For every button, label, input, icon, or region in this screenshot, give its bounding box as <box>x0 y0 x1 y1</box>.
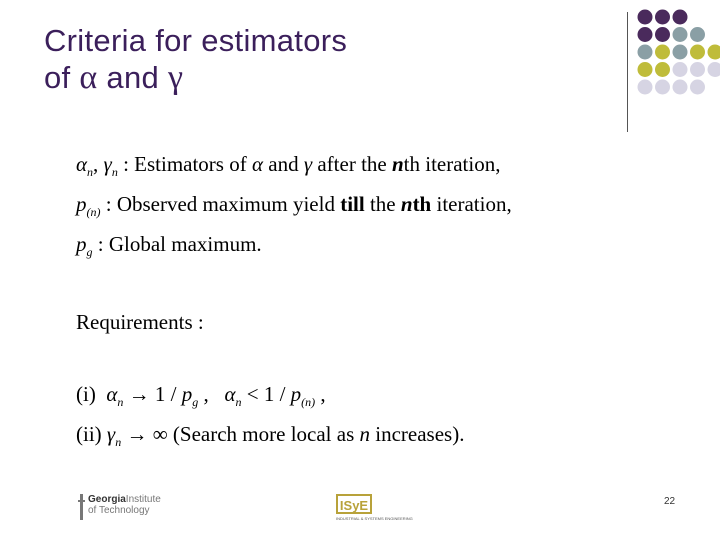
requirement-1 <box>76 382 326 414</box>
def-text-bold: th <box>412 192 432 216</box>
req-text: increases). <box>370 422 465 446</box>
decorative-dot <box>638 27 653 42</box>
decorative-dot <box>638 80 653 95</box>
req-label: (i) <box>76 382 96 406</box>
decorative-dot <box>690 62 705 77</box>
def-text: the <box>364 192 401 216</box>
decorative-dot-grid <box>0 0 720 140</box>
decorative-dot <box>655 45 670 60</box>
decorative-dot <box>655 62 670 77</box>
alpha-symbol: α <box>224 382 236 406</box>
definition-estimators <box>76 152 500 184</box>
def-text: : Global maximum. <box>92 232 262 256</box>
decorative-dot <box>708 62 720 77</box>
n-variable: n <box>391 152 404 176</box>
n-variable: n <box>359 422 371 446</box>
p-symbol: p <box>290 382 302 406</box>
comma: , <box>198 382 209 406</box>
p-symbol: p <box>181 382 193 406</box>
decorative-dot <box>638 62 653 77</box>
req-label: (ii) <box>76 422 102 446</box>
decorative-dot <box>690 80 705 95</box>
p-symbol: p <box>76 232 87 256</box>
sub-n: n <box>111 165 118 179</box>
gt-of: of Tech <box>88 505 121 516</box>
def-text: : Observed maximum yield <box>100 192 341 216</box>
title-alpha: α <box>79 59 98 96</box>
sub-g: g <box>192 395 199 409</box>
definition-observed-max <box>76 192 512 224</box>
decorative-dot <box>673 62 688 77</box>
decorative-dot <box>673 10 688 25</box>
gamma-symbol: γ <box>106 422 116 446</box>
decorative-dot <box>638 45 653 60</box>
title-line-1: Criteria for estimators <box>44 23 348 58</box>
decorative-dot <box>708 45 720 60</box>
p-symbol: p <box>76 192 87 216</box>
decorative-dot <box>638 10 653 25</box>
decorative-dot <box>690 45 705 60</box>
sub-n: (n) <box>301 395 316 409</box>
gt-georgia: Georgia <box>88 494 126 505</box>
isye-subtitle: INDUSTRIAL & SYSTEMS ENGINEERING <box>336 516 413 521</box>
decorative-dot <box>673 27 688 42</box>
comma: , <box>315 382 326 406</box>
definition-global-max <box>76 232 262 264</box>
gt-logo-text <box>88 494 198 516</box>
isye-logo-mark: ISyE <box>336 494 372 514</box>
sub-n: n <box>115 435 122 449</box>
def-text: and <box>263 152 304 176</box>
decorative-dot <box>673 45 688 60</box>
title-and: and <box>97 60 168 95</box>
decorative-dot <box>655 80 670 95</box>
isye-logo <box>336 494 426 522</box>
title-of: of <box>44 60 80 95</box>
gamma-symbol: γ <box>303 152 313 176</box>
n-variable: n <box>400 192 413 216</box>
def-text-bold: till <box>340 192 365 216</box>
alpha-symbol: α <box>76 152 88 176</box>
gt-technology: nology <box>120 505 150 516</box>
arrow-text: → 1 / <box>123 382 182 406</box>
sub-n: n <box>117 395 124 409</box>
sub-n: n <box>87 165 94 179</box>
decorative-dot <box>655 10 670 25</box>
arrow-text: → ∞ <box>121 422 168 446</box>
alpha-symbol: α <box>106 382 118 406</box>
gamma-symbol: γ <box>103 152 112 176</box>
req-text: (Search more local as <box>167 422 360 446</box>
comma: , <box>93 152 104 176</box>
decorative-dot <box>673 80 688 95</box>
sub-g: g <box>86 245 93 259</box>
requirement-2 <box>76 422 464 454</box>
gt-institute: Institute <box>125 494 161 505</box>
sub-n: n <box>235 395 242 409</box>
decorative-dot <box>655 27 670 42</box>
gt-logo-mark-icon <box>78 492 86 522</box>
less-than-text: < 1 / <box>241 382 291 406</box>
def-text: : Estimators of <box>117 152 252 176</box>
alpha-symbol: α <box>251 152 263 176</box>
decorative-dot <box>690 27 705 42</box>
sub-n: (n) <box>86 205 101 219</box>
def-text: th iteration, <box>403 152 501 176</box>
requirements-heading: Requirements : <box>76 310 204 334</box>
page-number: 22 <box>664 496 676 507</box>
title-gamma: γ <box>167 59 184 96</box>
def-text: iteration, <box>431 192 512 216</box>
def-text: after the <box>312 152 392 176</box>
